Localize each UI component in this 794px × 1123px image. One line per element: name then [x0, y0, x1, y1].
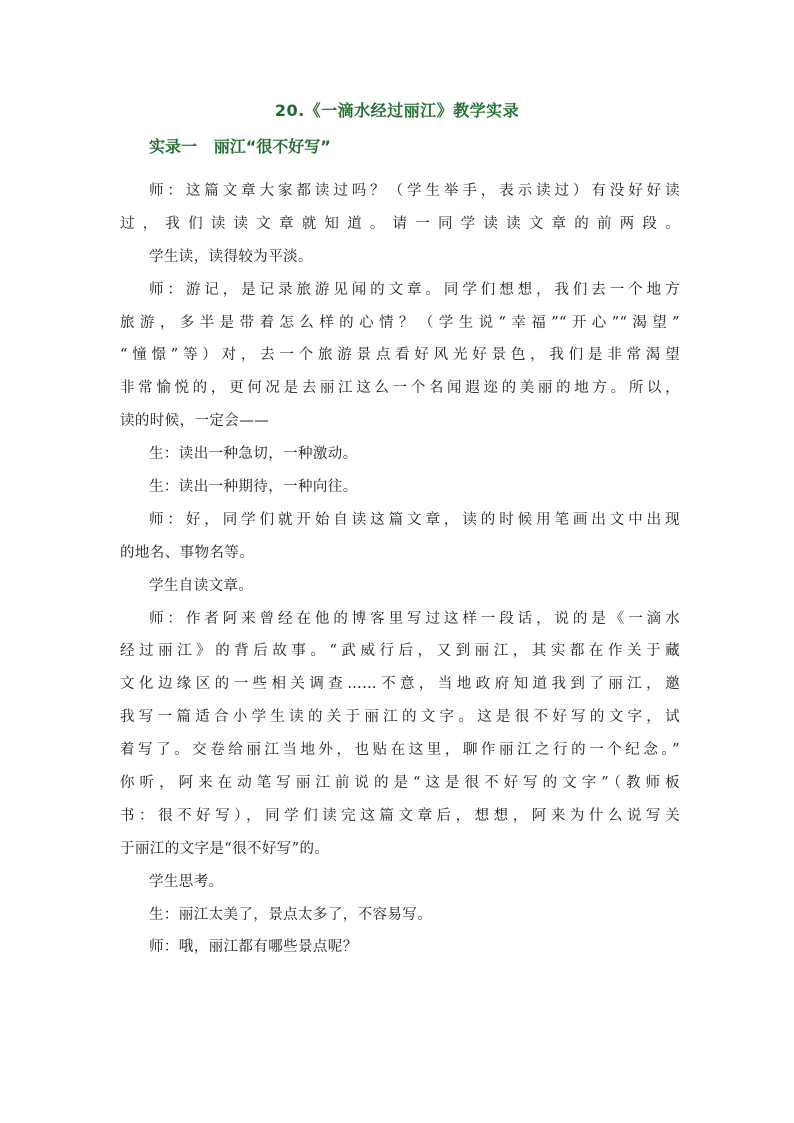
text-line: 文化边缘区的一些相关调查……不意，当地政府知道我到了丽江，邀 [120, 676, 680, 693]
text-line: 师：作者阿来曾经在他的博客里写过这样一段话，说的是《一滴水 [149, 610, 680, 627]
text-line: 着写了。交卷给丽江当地外，也贴在这里，聊作丽江之行的一个纪念。” [120, 742, 680, 759]
text-line: 师：哦，丽江都有哪些景点呢？ [149, 939, 358, 956]
text-line: 非常愉悦的，更何况是去丽江这么一个名闻遐迩的美丽的地方。所以， [120, 380, 680, 397]
text-line: 你听，阿来在动笔写丽江前说的是“这是很不好写的文字”（教师板 [120, 775, 680, 792]
document-body [120, 175, 680, 964]
text-line: 书：很不好写），同学们读完这篇文章后，想想，阿来为什么说写关 [120, 807, 680, 824]
text-line: 过，我们读读文章就知道。请一同学读读文章的前两段。 [120, 215, 680, 232]
text-line: 读的时候，一定会—— [120, 413, 269, 430]
text-line: 师：这篇文章大家都读过吗？（学生举手，表示读过）有没好好读 [149, 183, 680, 199]
text-line: 旅游，多半是带着怎么样的心情？（学生说“幸福”“开心”“渴望” [120, 314, 680, 331]
text-line: 生：读出一种急切，一种激动。 [149, 446, 358, 463]
text-line: 学生思考。 [149, 873, 224, 890]
text-line: “憧憬”等）对，去一个旅游景点看好风光好景色，我们是非常渴望 [120, 347, 680, 364]
text-line: 师：游记，是记录旅游见闻的文章。同学们想想，我们去一个地方 [149, 281, 680, 298]
text-line: 师：好，同学们就开始自读这篇文章，读的时候用笔画出文中出现 [149, 511, 680, 528]
text-line: 的地名、事物名等。 [120, 544, 255, 561]
text-line: 生：读出一种期待，一种向往。 [149, 479, 358, 496]
text-line: 学生读，读得较为平淡。 [149, 248, 313, 265]
text-line: 我写一篇适合小学生读的关于丽江的文字。这是很不好写的文字，试 [120, 709, 680, 726]
text-line: 学生自读文章。 [149, 577, 254, 594]
text-line: 生：丽江太美了，景点太多了，不容易写。 [149, 906, 433, 923]
text-line: 经过丽江》的背后故事。“武威行后，又到丽江，其实都在作关于藏 [120, 643, 680, 660]
text-line: 于丽江的文字是“很不好写”的。 [120, 840, 330, 857]
section-heading: 实录一 丽江“很不好写” [149, 137, 331, 156]
document-title: 20.《一滴水经过丽江》教学实录 [274, 101, 520, 120]
